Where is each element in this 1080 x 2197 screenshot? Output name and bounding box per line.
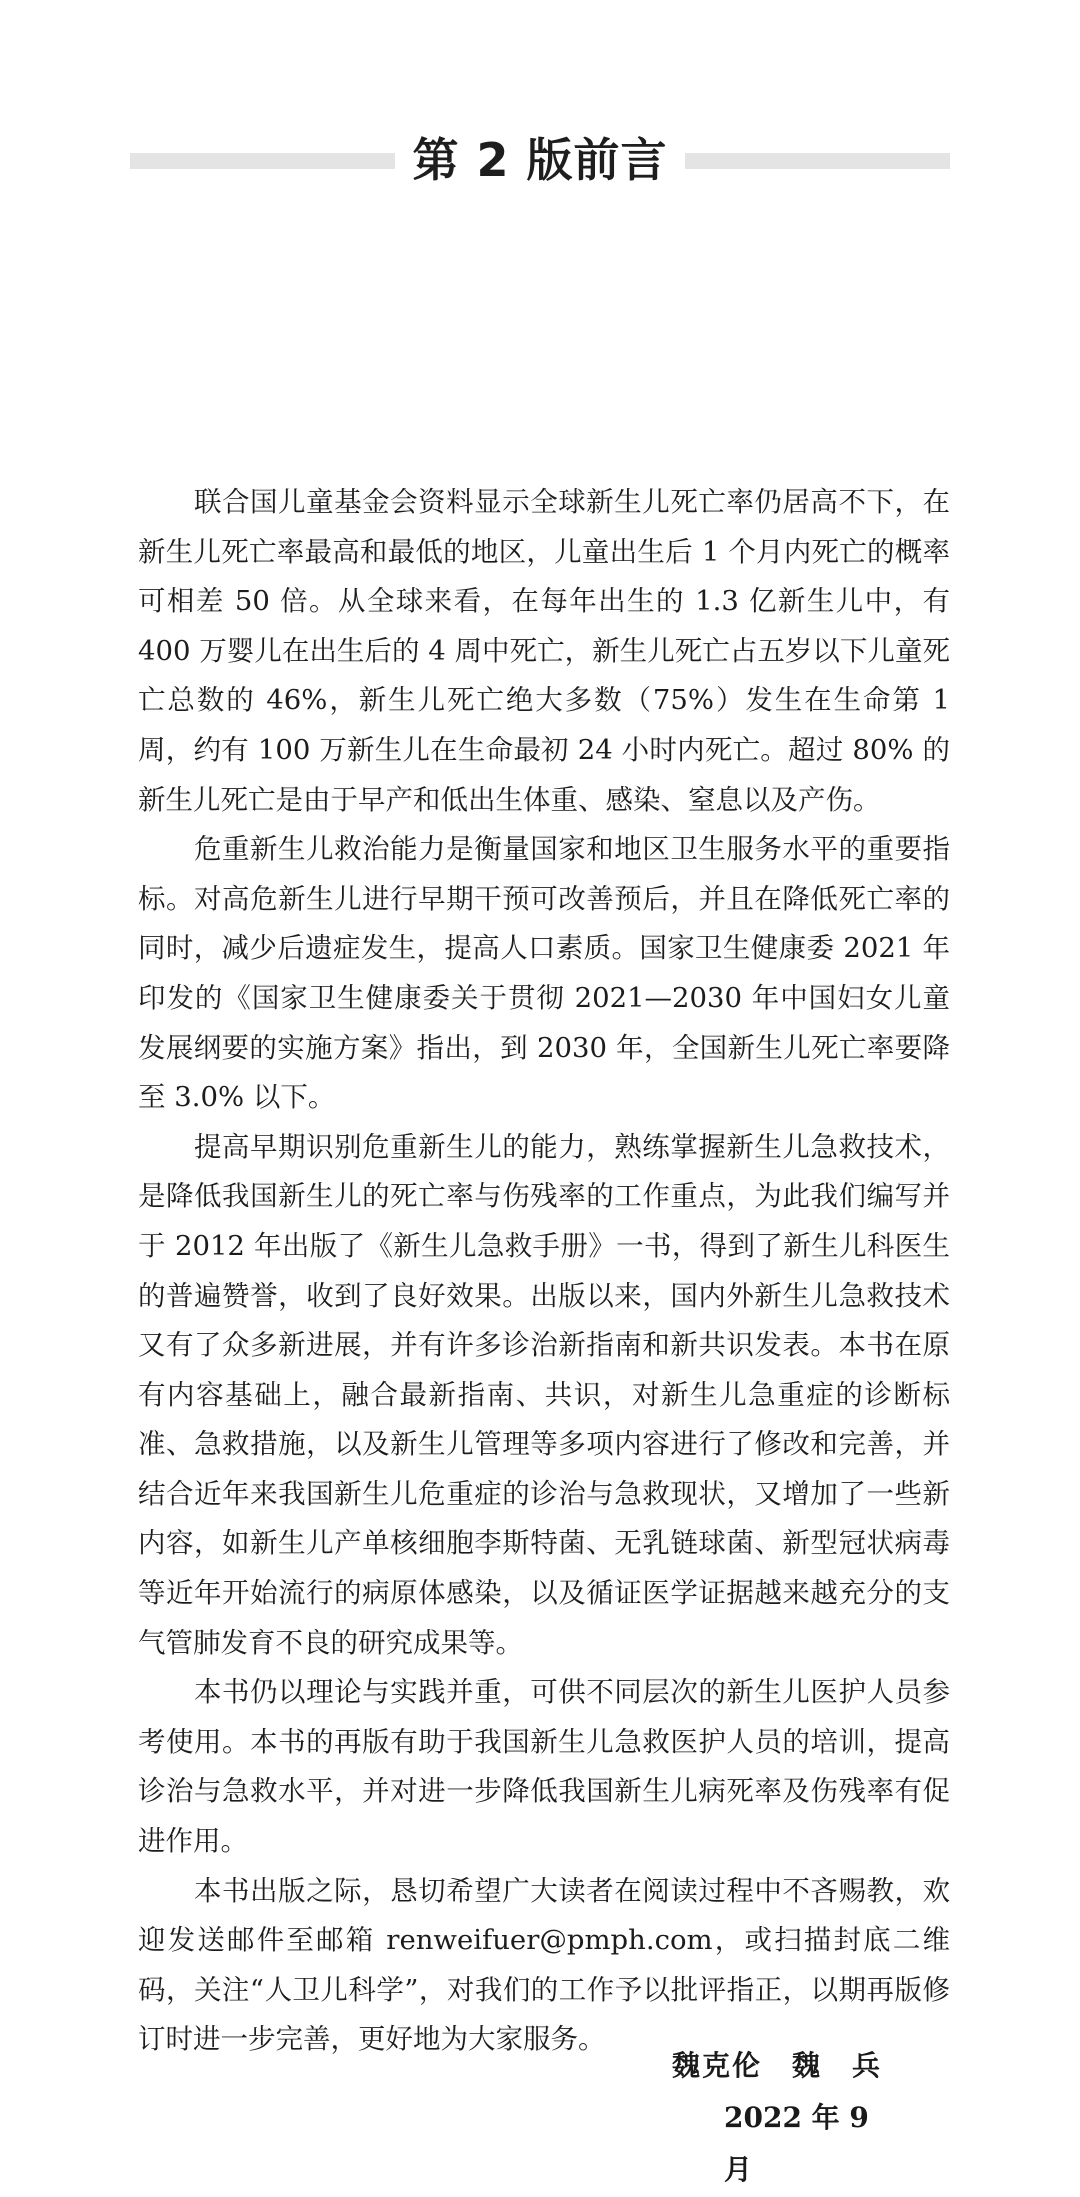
preface-body xyxy=(138,478,950,2065)
signature-authors: 魏克伦 魏 兵 xyxy=(672,2049,883,2082)
paragraph-1: 联合国儿童基金会资料显示全球新生儿死亡率仍居高不下，在新生儿死亡率最高和最低的地区，儿童出生后 1 个月内死亡的概率可相差 50 倍。从全球来看，在每年出生的 1.3 亿新生儿中，有 400 万婴儿在出生后的 4 周中死亡，新生儿死亡占五岁以下儿童死亡总数的 46%，新生儿死亡绝大多数（75%）发生在生命第 1 周，约有 100 万新生儿在生命最初 24 小时内死亡。超过 80% 的新生儿死亡是由于早产和低出生体重、感染、窒息以及产伤。 xyxy=(138,486,950,816)
page-title: 第 2 版前言 xyxy=(412,133,668,187)
paragraph-5: 本书出版之际，恳切希望广大读者在阅读过程中不吝赐教，欢迎发送邮件至邮箱 renweifuer@pmph.com，或扫描封底二维码，关注“人卫儿科学”，对我们的工作予以批评指正，以期再版修订时进一步完善，更好地为大家服务。 xyxy=(138,1874,950,2056)
title-rule-right xyxy=(685,153,950,169)
signature-date: 2022 年 9 月 xyxy=(724,2101,869,2186)
paragraph-3: 提高早期识别危重新生儿的能力，熟练掌握新生儿急救技术，是降低我国新生儿的死亡率与伤残率的工作重点，为此我们编写并于 2012 年出版了《新生儿急救手册》一书，得到了新生儿科医生的普遍赞誉，收到了良好效果。出版以来，国内外新生儿急救技术又有了众多新进展，并有许多诊治新指南和新共识发表。本书在原有内容基础上，融合最新指南、共识，对新生儿急重症的诊断标准、急救措施，以及新生儿管理等多项内容进行了修改和完善，并结合近年来我国新生儿危重症的诊治与急救现状，又增加了一些新内容，如新生儿产单核细胞李斯特菌、无乳链球菌、新型冠状病毒等近年开始流行的病原体感染，以及循证医学证据越来越充分的支气管肺发育不良的研究成果等。 xyxy=(138,1130,950,1659)
paragraph-2: 危重新生儿救治能力是衡量国家和地区卫生服务水平的重要指标。对高危新生儿进行早期干预可改善预后，并且在降低死亡率的同时，减少后遗症发生，提高人口素质。国家卫生健康委 2021 年印发的《国家卫生健康委关于贯彻 2021—2030 年中国妇女儿童发展纲要的实施方案》指出，到 2030 年，全国新生儿死亡率要降至 3.0% 以下。 xyxy=(138,833,950,1114)
paragraph-4: 本书仍以理论与实践并重，可供不同层次的新生儿医护人员参考使用。本书的再版有助于我国新生儿急救医护人员的培训，提高诊治与急救水平，并对进一步降低我国新生儿病死率及伤残率有促进作用。 xyxy=(138,1676,950,1858)
title-rule-left xyxy=(130,153,395,169)
title-bar xyxy=(130,120,950,200)
signature-block xyxy=(600,2040,900,2196)
